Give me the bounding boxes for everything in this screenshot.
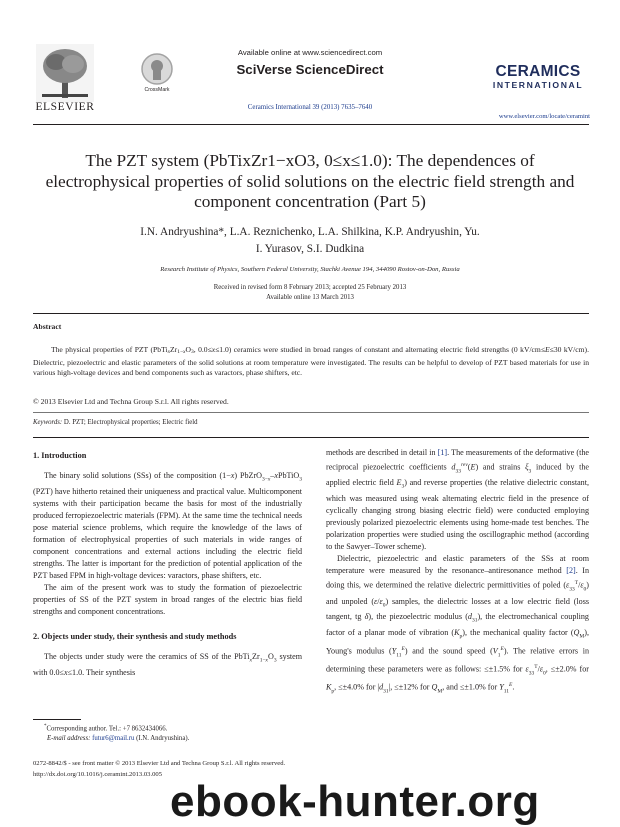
available-online xyxy=(200,48,420,57)
footnote-email xyxy=(44,734,294,744)
footnote-corresponding-text: Corresponding author. Tel.: +7 8632434066. xyxy=(46,725,168,733)
crossmark-label: CrossMark xyxy=(144,87,170,93)
watermark: ebook-hunter.org xyxy=(170,777,540,826)
affiliation: Research Institute of Physics, Southern Federal University, Stachki Avenue 194, 344090 Rostov-on-Don, Russia xyxy=(160,266,460,273)
keywords-line xyxy=(33,419,589,426)
footnote xyxy=(44,722,294,743)
footnote-email-link[interactable]: futur6@mail.ru xyxy=(92,734,135,742)
authors-line1: I.N. Andryushina*, L.A. Reznichenko, L.A. Shilkina, K.P. Andryushin, Yu. xyxy=(140,226,480,238)
online-date: Available online 13 March 2013 xyxy=(266,294,354,301)
right-column xyxy=(326,450,589,698)
abstract-bottom-rule xyxy=(33,437,589,438)
keywords-label: Keywords: xyxy=(33,419,63,426)
front-matter: 0272-8842/$ - see front matter © 2013 Elsevier Ltd and Techna Group S.r.l. All rights reserved. xyxy=(33,760,286,767)
intro-paragraph-1: The binary solid solutions (SSs) of the composition (1−x) PbZrO$_{3-x}$–xPbTiO$_3$ (PZT) have hitherto retained their uniqueness and practical value. Multicomponent systems with their participation became the basis for most of the industrially produced ferropiezoelectric materials (FPM). At the same time the technical needs pose material science problems, which require the knowledge of the laws of formation of electrophysical properties of such materials in wide ranges of component concentrations and external actions including the electric field strengths. The latter is important for the prediction of potential application of the PZT based FPM in high-voltage devices: varactors, phase shifters, etc. xyxy=(33,471,302,581)
right-paragraph-1: methods are described in detail in [1]. The measurements of the deformative (the reciprocal piezoelectric coefficients $d_{33}^{rev}(E)$ and strains $\xi_3$ induced by the applied electric field $E_3$) and reverse properties (the relative dielectric constant, which was measured using weak alternating electric field in the presence of cyclically changing strong biasing electric field) were conducted employing previously polarized piezoelectric elements using home-made test benches. The polarization properties were studied using the oscillographic method (according to the Sawyer–Tower scheme). xyxy=(326,448,589,552)
section-heading-intro: 1. Introduction xyxy=(33,451,87,460)
footnote-email-name: (I.N. Andryushina). xyxy=(136,734,190,742)
crossmark-icon xyxy=(140,52,174,86)
intro-paragraph-2: The aim of the present work was to study the formation of piezoelectric properties of SS of the PZT system in broad ranges of the electric bias field strengths and component concentrations. xyxy=(33,583,302,617)
abstract-text-d: ≤1.0) ceramics were studied in broad ranges of constant and alternating electric field strengths (0 kV/cm≤ xyxy=(215,345,546,354)
journal-logo-line1: CERAMICS xyxy=(495,63,581,80)
abstract-top-rule xyxy=(33,313,589,314)
sciverse-logo xyxy=(200,62,420,77)
elsevier-wordmark: ELSEVIER xyxy=(35,101,95,113)
sciverse-text: SciVerse ScienceDirect xyxy=(236,62,384,77)
keywords-text: D. PZT; Electrophysical properties; Electric field xyxy=(63,419,198,426)
article-title xyxy=(45,151,575,213)
author-list xyxy=(60,224,560,258)
journal-citation[interactable]: Ceramics International 39 (2013) 7635–7640 xyxy=(247,104,373,111)
header-rule xyxy=(33,124,589,125)
abstract-body: The physical properties of PZT (PbTixZr1−xO3, 0.0≤x≤1.0) ceramics were studied in broad ranges of constant and alternating electric field strengths (0 kV/cm≤E≤30 kV/cm). Dielectric, piezoelectric and elastic parameters of the solid solutions at room temperature were investigated. The results can be helpful to develop of PZT based materials for use in various high-voltage devices and bend components such as varactors, phase shifters, etc. xyxy=(33,345,589,378)
available-online-text: Available online at www.sciencedirect.com xyxy=(237,48,383,57)
journal-logo xyxy=(488,64,588,91)
elsevier-logo xyxy=(36,44,94,102)
right-paragraph-2: Dielectric, piezoelectric and elastic parameters of the SSs at room temperature were measured by the resonance–antiresonance method [2]. In doing this, we determined the relative dielectric permittivities of poled $(\varepsilon_{33}^T/\varepsilon_0)$ and unpoled $(\varepsilon/\varepsilon_0)$ samples, the dielectric losses at a low electric field (loss tangent, tg δ), the piezoelectric modulus $(d_{31})$, the electromechanical coupling factor of a planar mode of vibration $(K_p)$, the mechanical quality factor $(Q_M)$, Young's modulus $(Y_{11}^E)$ and the sound speed $(V_1^E)$. The relative errors in determining these parameters were as follows: ≤±1.5% for $\varepsilon_{33}^T/\varepsilon_0$, ≤±2.0% for $K_p$, ≤±4.0% for $|d_{31}|$, ≤±12% for $Q_M$, and ≤±1.0% for $Y_{11}^E$. xyxy=(326,554,589,695)
crossmark-badge[interactable] xyxy=(140,52,174,86)
abstract-copyright: © 2013 Elsevier Ltd and Techna Group S.r.l. All rights reserved. xyxy=(33,397,229,406)
journal-url[interactable]: www.elsevier.com/locate/ceramint xyxy=(498,113,590,120)
article-title-text: The PZT system (PbTixZr1−xO3, 0≤x≤1.0): The dependences of electrophysical properties of solid solutions on the electric field strength and component concentration (Part 5) xyxy=(45,151,575,211)
abstract-text-c: , 0.0≤ xyxy=(193,345,212,354)
abstract-text-b: O xyxy=(185,345,191,354)
authors-line2: I. Yurasov, S.I. Dudkina xyxy=(255,243,365,255)
elsevier-tree-icon xyxy=(36,44,94,102)
footnote-rule xyxy=(33,719,81,720)
abstract-mid-rule xyxy=(33,412,589,413)
footnote-email-label: E-mail address: xyxy=(47,734,91,742)
footnote-corresponding: *Corresponding author. Tel.: +7 8632434066. xyxy=(44,724,168,733)
left-column xyxy=(33,450,302,679)
received-dates: Received in revised form 8 February 2013; accepted 25 February 2013 xyxy=(213,284,407,291)
objects-paragraph-1: The objects under study were the ceramics of SS of the $PbTi_xZr_{1-x}O_3$ system with 0.0≤x≤1.0. Their synthesis xyxy=(33,652,302,677)
abstract-text-a: The physical properties of PZT (PbTi xyxy=(51,345,168,354)
abstract-heading: Abstract xyxy=(33,322,62,331)
abstract-text-e: ≤30 kV/cm). Dielectric, piezoelectric and elastic parameters of the solid solutions at room temperature were investigated. The results can be helpful to develop of PZT based materials for use in various high-voltage devices and bend components such as varactors, phase shifters, etc. xyxy=(33,345,589,378)
doi-link[interactable]: http://dx.doi.org/10.1016/j.ceramint.2013.03.005 xyxy=(33,771,162,778)
section-heading-objects: 2. Objects under study, their synthesis and study methods xyxy=(33,632,237,642)
journal-logo-line2: INTERNATIONAL xyxy=(492,80,584,90)
